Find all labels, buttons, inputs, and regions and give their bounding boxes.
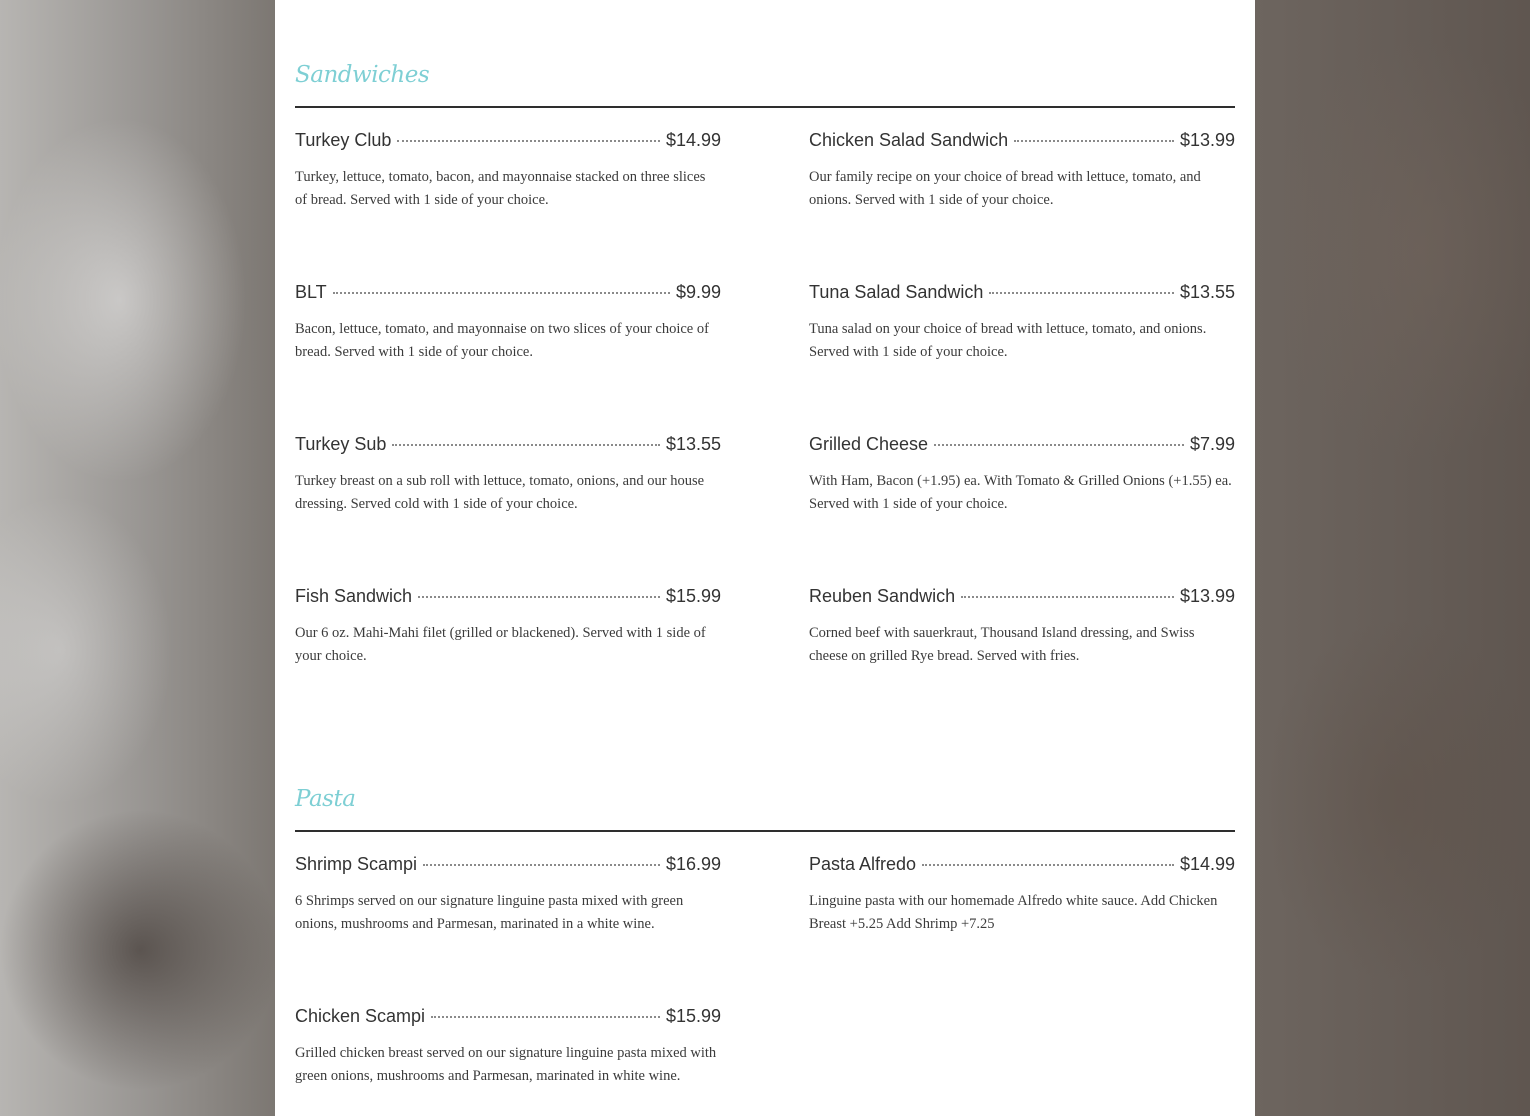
dot-leader: [418, 596, 660, 598]
menu-item-header: [809, 586, 1235, 610]
menu-item-price: $15.99: [665, 586, 721, 606]
menu-item: [809, 130, 1235, 212]
menu-item-name: Shrimp Scampi: [295, 854, 418, 874]
menu-item-name: Reuben Sandwich: [809, 586, 956, 606]
dot-leader: [1014, 140, 1174, 142]
menu-item-price: $7.99: [1189, 434, 1235, 454]
menu-item-header: [809, 854, 1235, 878]
section-title: Pasta: [295, 786, 356, 812]
menu-item: [295, 1006, 721, 1088]
menu-item-description: Linguine pasta with our homemade Alfredo white sauce. Add Chicken Breast +5.25 Add Shrimp +7.25: [809, 893, 1218, 932]
menu-item: [295, 586, 721, 668]
menu-item-description: 6 Shrimps served on our signature linguine pasta mixed with green onions, mushrooms and Parmesan, marinated in a white wine.: [295, 893, 684, 932]
menu-item-price: $13.55: [1179, 282, 1235, 302]
menu-item: [295, 434, 721, 516]
menu-item: [809, 586, 1235, 668]
menu-item-name: Grilled Cheese: [809, 434, 929, 454]
menu-item-name: Chicken Salad Sandwich: [809, 130, 1009, 150]
menu-item-description: Turkey, lettuce, tomato, bacon, and mayonnaise stacked on three slices of bread. Served with 1 side of your choice.: [295, 169, 706, 208]
menu-item-header: [295, 586, 721, 610]
dot-leader: [392, 444, 660, 446]
menu-item-name: BLT: [295, 282, 327, 302]
menu-item-price: $13.99: [1179, 586, 1235, 606]
menu-item-description: Grilled chicken breast served on our signature linguine pasta mixed with green onions, mushrooms and Parmesan, marinated in white wine.: [295, 1045, 717, 1084]
menu-item-price: $14.99: [665, 130, 721, 150]
menu-item: [809, 854, 1235, 936]
menu-item-name: Pasta Alfredo: [809, 854, 917, 874]
dot-leader: [333, 292, 670, 294]
menu-item-description: Our family recipe on your choice of bread with lettuce, tomato, and onions. Served with 1 side of your choice.: [809, 169, 1201, 208]
dot-leader: [397, 140, 660, 142]
dot-leader: [989, 292, 1173, 294]
menu-item-description: With Ham, Bacon (+1.95) ea. With Tomato & Grilled Onions (+1.55) ea. Served with 1 side of your choice.: [809, 473, 1232, 512]
dot-leader: [431, 1016, 660, 1018]
menu-item-price: $16.99: [665, 854, 721, 874]
menu-item: [295, 854, 721, 936]
menu-item: [809, 282, 1235, 364]
menu-item-price: $13.55: [665, 434, 721, 454]
dot-leader: [934, 444, 1184, 446]
menu-item-header: [295, 282, 721, 306]
menu-item-description: Bacon, lettuce, tomato, and mayonnaise on two slices of your choice of bread. Served with 1 side of your choice.: [295, 321, 709, 360]
section-divider: [295, 830, 1235, 832]
menu-item-description: Tuna salad on your choice of bread with lettuce, tomato, and onions. Served with 1 side of your choice.: [809, 321, 1207, 360]
menu-item-name: Chicken Scampi: [295, 1006, 426, 1026]
menu-item-price: $15.99: [665, 1006, 721, 1026]
menu-item-name: Tuna Salad Sandwich: [809, 282, 984, 302]
menu-item-price: $14.99: [1179, 854, 1235, 874]
menu-item-header: [809, 434, 1235, 458]
menu-item-name: Turkey Sub: [295, 434, 387, 454]
section-title: Sandwiches: [295, 62, 430, 88]
dot-leader: [423, 864, 660, 866]
menu-item-header: [809, 282, 1235, 306]
menu-item-header: [809, 130, 1235, 154]
menu-panel: [275, 0, 1255, 1116]
menu-item-header: [295, 1006, 721, 1030]
menu-item-description: Our 6 oz. Mahi-Mahi filet (grilled or blackened). Served with 1 side of your choice.: [295, 625, 706, 664]
menu-item-description: Corned beef with sauerkraut, Thousand Island dressing, and Swiss cheese on grilled Rye bread. Served with fries.: [809, 625, 1195, 664]
menu-item-header: [295, 130, 721, 154]
dot-leader: [922, 864, 1174, 866]
menu-item-name: Fish Sandwich: [295, 586, 413, 606]
menu-item: [295, 130, 721, 212]
menu-item-description: Turkey breast on a sub roll with lettuce, tomato, onions, and our house dressing. Served cold with 1 side of your choice.: [295, 473, 705, 512]
menu-item-header: [295, 854, 721, 878]
menu-item: [809, 434, 1235, 516]
section-divider: [295, 106, 1235, 108]
menu-item-price: $9.99: [675, 282, 721, 302]
menu-item-price: $13.99: [1179, 130, 1235, 150]
menu-item: [295, 282, 721, 364]
dot-leader: [961, 596, 1174, 598]
menu-item-header: [295, 434, 721, 458]
menu-item-name: Turkey Club: [295, 130, 392, 150]
